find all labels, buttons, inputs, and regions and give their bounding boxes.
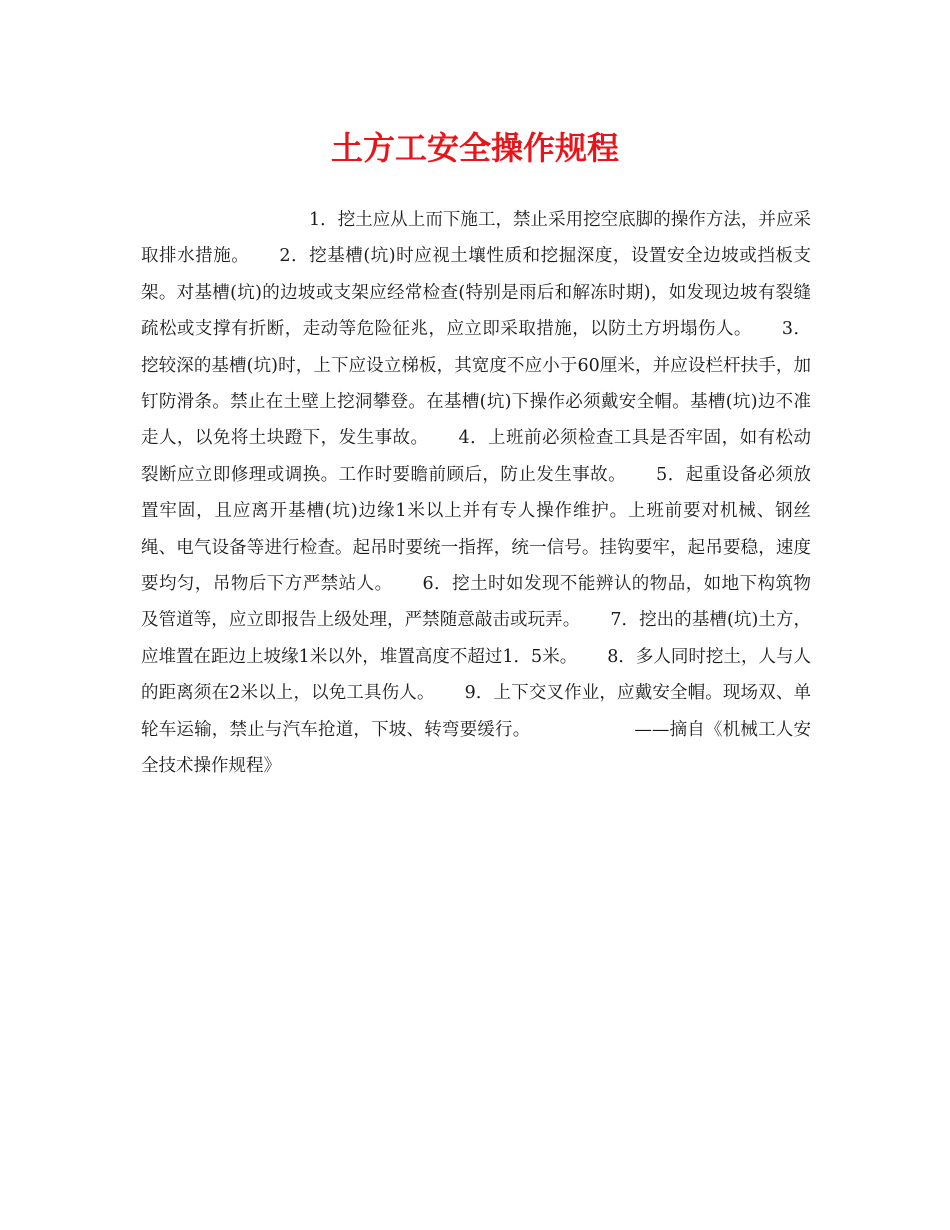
rule-item-1: 1．挖土应从上而下施工，禁止采用挖空底脚的操作方法，并应采取排水措施。 [141, 210, 811, 267]
rule-item-3: 3．挖较深的基槽(坑)时，上下应设立梯板，其宽度不应小于60厘米，并应设栏杆扶手，加钉防滑条。禁止在土壁上挖洞攀登。在基槽(坑)下操作必须戴安全帽。基槽(坑)边不准走人，以免将土块蹬下，发生事故。 [141, 319, 811, 449]
rule-item-6: 6．挖土时如发现不能辨认的物品，如地下构筑物及管道等，应立即报告上级处理，严禁随意敲击或玩弄。 [141, 574, 811, 631]
source-citation: ——摘自《机械工人安全技术操作规程》 [141, 719, 812, 777]
rule-item-2: 2．挖基槽(坑)时应视土壤性质和挖掘深度，设置安全边坡或挡板支架。对基槽(坑)的边坡或支架应经常检查(特别是雨后和解冻时期)，如发现边坡有裂缝疏松或支撑有折断，走动等危险征兆，应立即采取措施，以防土方坍塌伤人。 [141, 246, 811, 340]
document-title: 土方工安全操作规程 [330, 129, 619, 167]
rule-item-4: 4．上班前必须检查工具是否牢固，如有松动裂断应立即修理或调换。工作时要瞻前顾后，防止发生事故。 [141, 428, 811, 485]
document-body [141, 202, 811, 785]
rule-item-7: 7．挖出的基槽(坑)土方，应堆置在距边上坡缘1米以外，堆置高度不超过1．5米。 [141, 610, 811, 667]
rule-item-8: 8．多人同时挖土，人与人的距离须在2米以上，以免工具伤人。 [141, 646, 811, 704]
rule-item-9: 9．上下交叉作业，应戴安全帽。现场双、单轮车运输，禁止与汽车抢道，下坡、转弯要缓行。 [141, 683, 811, 740]
rule-item-5: 5．起重设备必须放置牢固，且应离开基槽(坑)边缘1米以上并有专人操作维护。上班前要对机械、钢丝绳、电气设备等进行检查。起吊时要统一指挥，统一信号。挂钩要牢，起吊要稳，速度要均匀，吊物后下方严禁站人。 [141, 464, 811, 595]
